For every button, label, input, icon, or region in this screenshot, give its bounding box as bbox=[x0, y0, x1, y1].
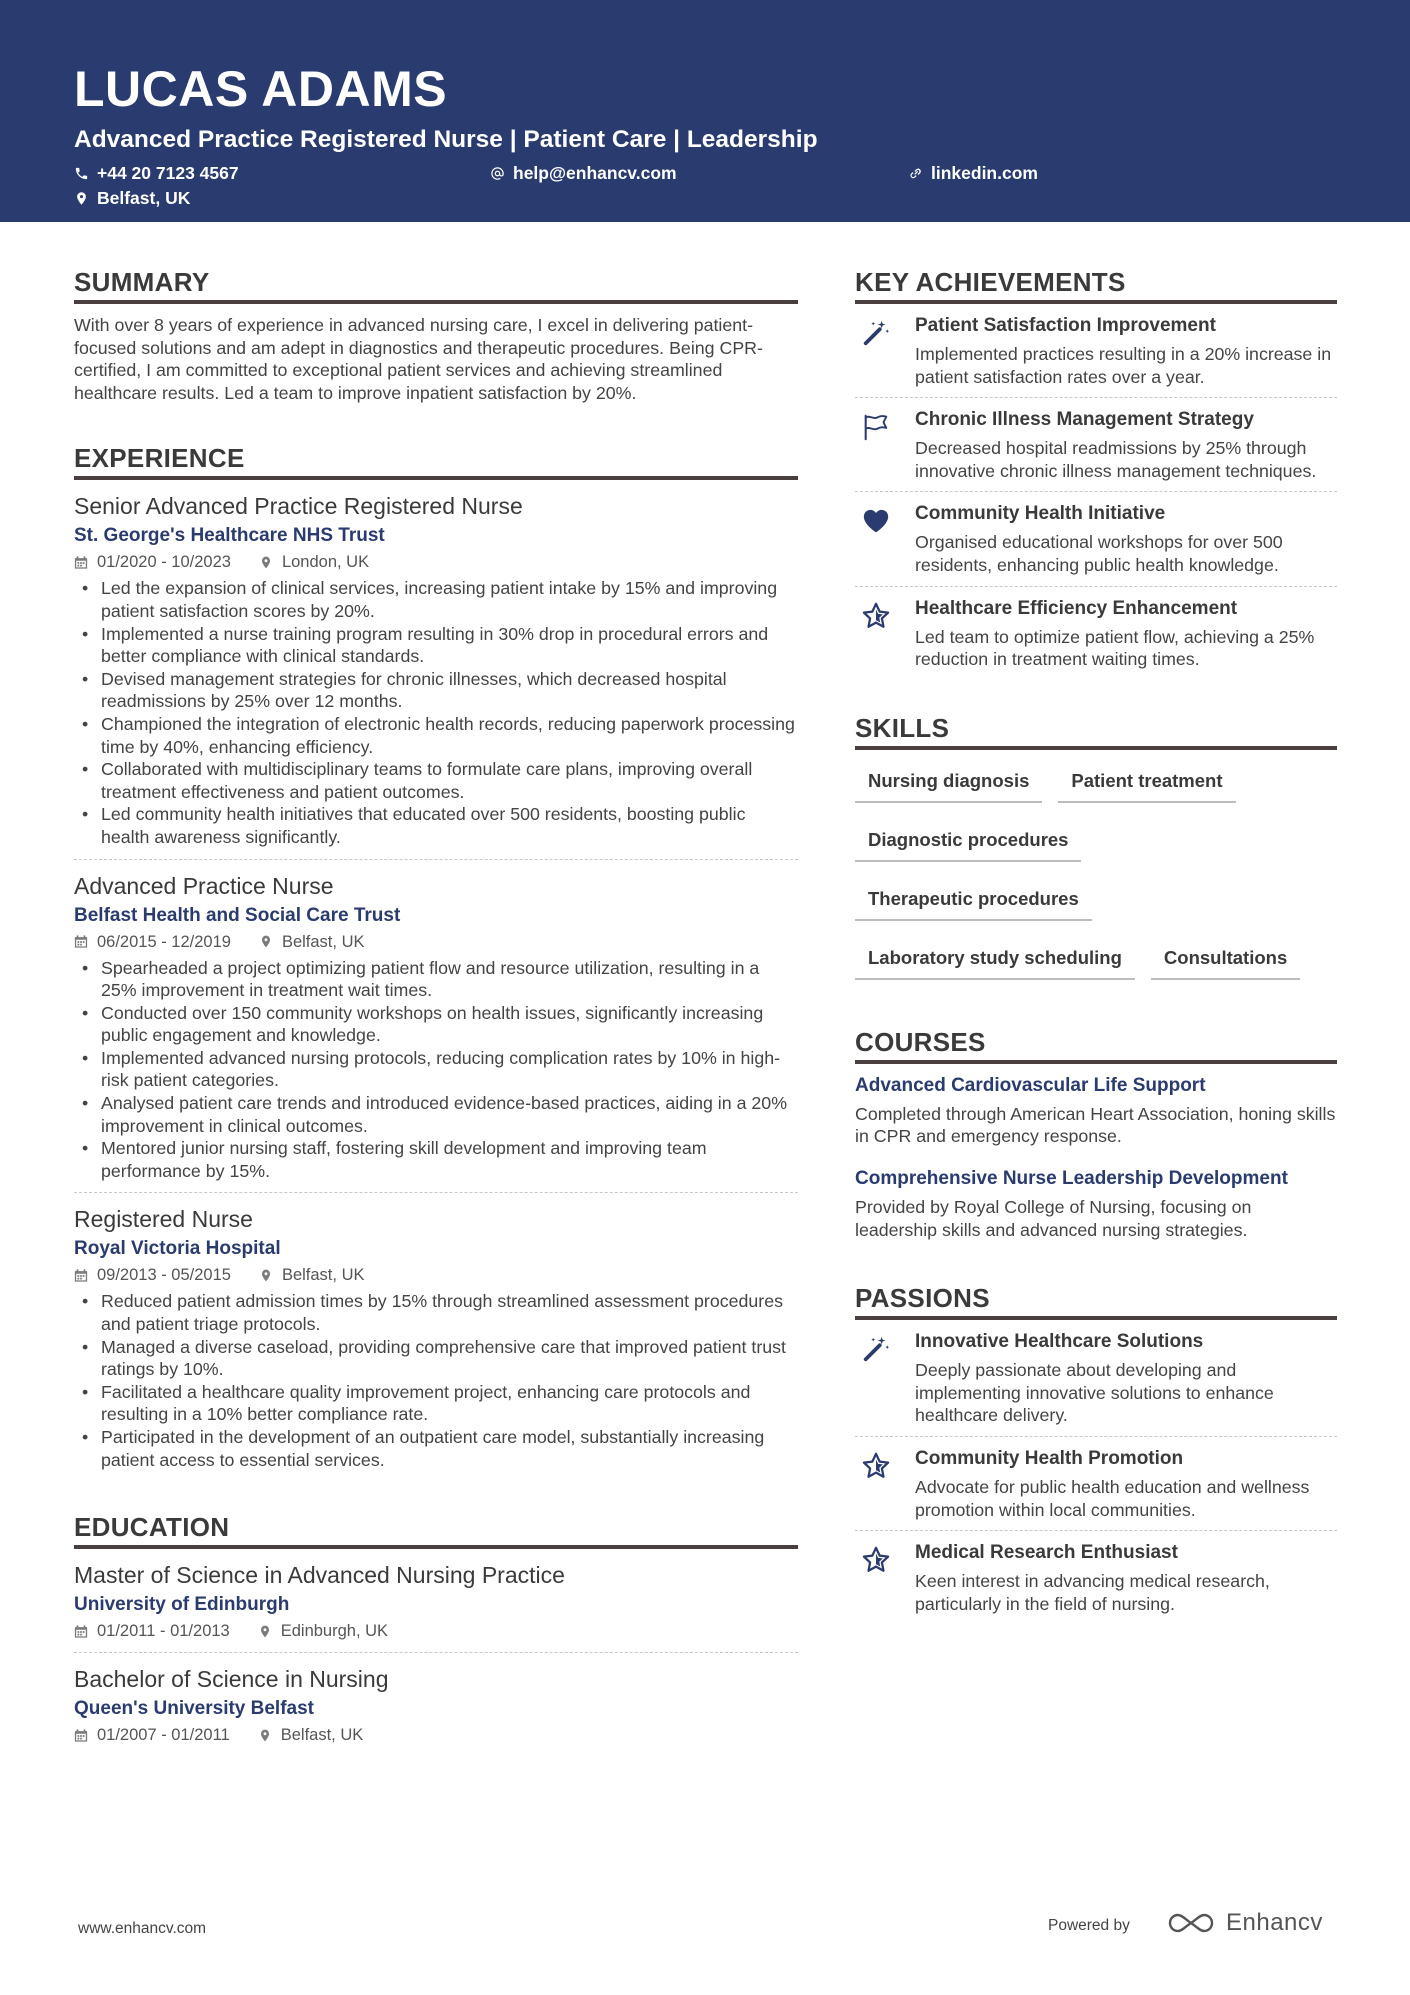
job-location: Belfast, UK bbox=[281, 932, 365, 951]
education-heading: EDUCATION bbox=[74, 1511, 798, 1549]
job-dates: 06/2015 - 12/2019 bbox=[97, 932, 231, 951]
contact-linkedin[interactable] bbox=[908, 163, 1038, 184]
job-dates: 01/2020 - 10/2023 bbox=[97, 553, 231, 572]
degree-title: Bachelor of Science in Nursing bbox=[74, 1666, 389, 1693]
skill-tag: Diagnostic procedures bbox=[855, 819, 1081, 862]
location-pin-icon bbox=[258, 1728, 272, 1743]
achievement-item bbox=[855, 492, 1337, 586]
courses-heading: COURSES bbox=[855, 1026, 1337, 1064]
school-name: Queen's University Belfast bbox=[74, 1698, 314, 1720]
at-icon bbox=[490, 166, 505, 181]
passion-title: Community Health Promotion bbox=[915, 1447, 1184, 1469]
achievement-desc: Led team to optimize patient flow, achieving a 25% reduction in treatment waiting times. bbox=[915, 626, 1315, 670]
passion-item bbox=[855, 1320, 1337, 1437]
education-entry bbox=[74, 1653, 798, 1756]
heart-icon bbox=[861, 506, 891, 536]
achievement-title: Patient Satisfaction Improvement bbox=[915, 315, 1216, 336]
bullet-item: • Collaborated with multidisciplinary teams to formulate care plans, improving overall treatment effectiveness and patient outcomes. bbox=[74, 758, 798, 803]
employer-name: St. George's Healthcare NHS Trust bbox=[74, 525, 385, 547]
achievement-item bbox=[855, 304, 1337, 398]
experience-heading: EXPERIENCE bbox=[74, 442, 798, 480]
job-meta bbox=[74, 551, 798, 573]
course-desc: Completed through American Heart Association, honing skills in CPR and emergency response. bbox=[855, 1103, 1336, 1147]
bullet-item: • Analysed patient care trends and introduced evidence-based practices, aiding in a 20% improvement in clinical outcomes. bbox=[74, 1092, 798, 1137]
course-title: Advanced Cardiovascular Life Support bbox=[855, 1074, 1206, 1096]
skills-list bbox=[855, 760, 1337, 996]
job-bullets bbox=[74, 1290, 798, 1471]
star-icon bbox=[861, 1451, 891, 1481]
skill-tag: Consultations bbox=[1151, 937, 1300, 980]
enhancv-logo-icon bbox=[1166, 1909, 1216, 1937]
skill-tag: Laboratory study scheduling bbox=[855, 937, 1135, 980]
contact-phone[interactable] bbox=[74, 163, 239, 184]
achievement-item bbox=[855, 398, 1337, 492]
employer-name: Belfast Health and Social Care Trust bbox=[74, 904, 401, 926]
education-meta bbox=[74, 1620, 798, 1642]
job-title: Senior Advanced Practice Registered Nurse bbox=[74, 493, 523, 520]
course-item bbox=[855, 1157, 1337, 1250]
location-pin-icon bbox=[259, 934, 273, 949]
course-item bbox=[855, 1064, 1337, 1157]
employer-name: Royal Victoria Hospital bbox=[74, 1238, 281, 1260]
achievement-desc: Organised educational workshops for over 500 residents, enhancing public health knowledge. bbox=[915, 532, 1283, 575]
skill-tag: Therapeutic procedures bbox=[855, 878, 1092, 921]
footer-website-link[interactable]: www.enhancv.com bbox=[78, 1920, 207, 1937]
courses-section bbox=[855, 1026, 1337, 1250]
email-text: help@enhancv.com bbox=[513, 163, 677, 183]
course-title: Comprehensive Nurse Leadership Development bbox=[855, 1167, 1288, 1189]
achievements-heading: KEY ACHIEVEMENTS bbox=[855, 266, 1337, 304]
bullet-item: • Managed a diverse caseload, providing comprehensive care that improved patient trust ratings by 10%. bbox=[74, 1336, 798, 1381]
location-pin-icon bbox=[74, 191, 89, 206]
experience-section bbox=[74, 442, 798, 1481]
summary-heading: SUMMARY bbox=[74, 266, 798, 304]
phone-text: +44 20 7123 4567 bbox=[97, 163, 239, 183]
education-dates: 01/2007 - 01/2011 bbox=[97, 1726, 230, 1745]
passion-item bbox=[855, 1437, 1337, 1531]
right-column bbox=[855, 266, 1337, 1624]
passion-title: Innovative Healthcare Solutions bbox=[915, 1331, 1204, 1353]
achievement-desc: Implemented practices resulting in a 20% increase in patient satisfaction rates over a year. bbox=[915, 344, 1332, 387]
magic-wand-icon bbox=[861, 1334, 891, 1364]
location-text: Belfast, UK bbox=[97, 188, 191, 208]
passions-heading: PASSIONS bbox=[855, 1282, 1337, 1320]
achievement-title: Healthcare Efficiency Enhancement bbox=[915, 597, 1238, 619]
bullet-item: • Championed the integration of electronic health records, reducing paperwork processing time by 40%, enhancing efficiency. bbox=[74, 713, 798, 758]
passion-desc: Keen interest in advancing medical research, particularly in the field of nursing. bbox=[915, 1571, 1270, 1614]
school-name: University of Edinburgh bbox=[74, 1594, 290, 1616]
linkedin-text: linkedin.com bbox=[931, 163, 1038, 183]
bullet-item: • Facilitated a healthcare quality improvement project, enhancing care protocols and resulting in a 10% better compliance rate. bbox=[74, 1381, 798, 1426]
job-location: Belfast, UK bbox=[281, 1266, 365, 1285]
job-bullets bbox=[74, 957, 798, 1183]
course-desc: Provided by Royal College of Nursing, focusing on leadership skills and advanced nursing strategies. bbox=[855, 1196, 1252, 1240]
passion-desc: Deeply passionate about developing and implementing innovative solutions to enhance healthcare delivery. bbox=[915, 1360, 1274, 1426]
left-column bbox=[74, 266, 798, 1756]
contact-location bbox=[74, 188, 190, 209]
education-dates: 01/2011 - 01/2013 bbox=[97, 1622, 230, 1641]
contact-email[interactable] bbox=[490, 163, 677, 184]
passions-section bbox=[855, 1282, 1337, 1624]
passion-item bbox=[855, 1531, 1337, 1624]
job-meta bbox=[74, 931, 798, 953]
bullet-item: • Implemented advanced nursing protocols, reducing complication rates by 10% in high-risk patient categories. bbox=[74, 1047, 798, 1092]
enhancv-brand-text: Enhancv bbox=[1226, 1909, 1323, 1936]
location-pin-icon bbox=[258, 1624, 272, 1639]
skill-tag: Nursing diagnosis bbox=[855, 760, 1042, 803]
bullet-item: • Spearheaded a project optimizing patient flow and resource utilization, resulting in a 25% improvement in treatment wait times. bbox=[74, 957, 798, 1002]
bullet-item: • Implemented a nurse training program resulting in 30% drop in procedural errors and better compliance with clinical standards. bbox=[74, 623, 798, 668]
calendar-icon bbox=[74, 934, 88, 949]
achievement-title: Chronic Illness Management Strategy bbox=[915, 409, 1254, 431]
phone-icon bbox=[74, 166, 89, 181]
bullet-item: • Devised management strategies for chronic illnesses, which decreased hospital readmissions by 25% over 12 months. bbox=[74, 668, 798, 713]
resume-header bbox=[0, 0, 1410, 222]
experience-entry bbox=[74, 1193, 798, 1481]
achievements-section bbox=[855, 266, 1337, 680]
bullet-item: • Led community health initiatives that educated over 500 residents, boosting public health awareness significantly. bbox=[74, 803, 798, 848]
achievement-desc: Decreased hospital readmissions by 25% through innovative chronic illness management techniques. bbox=[915, 438, 1317, 481]
flag-icon bbox=[861, 412, 891, 442]
skills-section bbox=[855, 712, 1337, 996]
passion-title: Medical Research Enthusiast bbox=[915, 1542, 1178, 1564]
job-title: Registered Nurse bbox=[74, 1206, 253, 1233]
bullet-item: • Reduced patient admission times by 15% through streamlined assessment procedures and patient triage protocols. bbox=[74, 1290, 798, 1335]
calendar-icon bbox=[74, 555, 88, 570]
enhancv-logo[interactable] bbox=[1166, 1909, 1323, 1937]
education-meta bbox=[74, 1724, 798, 1746]
summary-text: With over 8 years of experience in advanced nursing care, I excel in delivering patient-focused solutions and am adept in diagnostics and therapeutic procedures. Being CPR-certified, I am committed to exceptional patient services and achieving streamlined healthcare results. Led a team to improve inpatient satisfaction by 20%. bbox=[74, 315, 763, 403]
star-icon bbox=[861, 1545, 891, 1575]
achievement-title: Community Health Initiative bbox=[915, 503, 1166, 525]
headline: Advanced Practice Registered Nurse | Patient Care | Leadership bbox=[74, 126, 818, 153]
job-location: London, UK bbox=[281, 553, 370, 572]
job-title: Advanced Practice Nurse bbox=[74, 872, 334, 899]
education-location: Edinburgh, UK bbox=[280, 1622, 389, 1641]
experience-entry bbox=[74, 860, 798, 1194]
skill-tag: Patient treatment bbox=[1058, 760, 1235, 803]
location-pin-icon bbox=[259, 1268, 273, 1283]
education-location: Belfast, UK bbox=[280, 1726, 364, 1745]
magic-wand-icon bbox=[861, 318, 891, 348]
job-dates: 09/2013 - 05/2015 bbox=[97, 1266, 231, 1285]
experience-entry bbox=[74, 480, 798, 859]
star-icon bbox=[861, 601, 891, 631]
bullet-item: • Participated in the development of an outpatient care model, substantially increasing patient access to essential services. bbox=[74, 1426, 798, 1471]
education-entry bbox=[74, 1549, 798, 1653]
summary-section bbox=[74, 266, 798, 404]
bullet-item: • Conducted over 150 community workshops on health issues, significantly increasing public engagement and knowledge. bbox=[74, 1002, 798, 1047]
skills-heading: SKILLS bbox=[855, 712, 1337, 750]
calendar-icon bbox=[74, 1728, 88, 1743]
candidate-name: LUCAS ADAMS bbox=[74, 61, 448, 117]
degree-title: Master of Science in Advanced Nursing Practice bbox=[74, 1562, 565, 1589]
bullet-item: • Led the expansion of clinical services, increasing patient intake by 15% and improving patient satisfaction scores by 20%. bbox=[74, 577, 798, 622]
calendar-icon bbox=[74, 1624, 88, 1639]
job-bullets bbox=[74, 577, 798, 848]
passion-desc: Advocate for public health education and wellness promotion within local communities. bbox=[915, 1476, 1310, 1520]
contact-info bbox=[74, 161, 1336, 215]
education-section bbox=[74, 1511, 798, 1756]
calendar-icon bbox=[74, 1268, 88, 1283]
achievement-item bbox=[855, 587, 1337, 680]
link-icon bbox=[908, 166, 923, 181]
footer-powered-by: Powered by bbox=[1048, 1917, 1130, 1934]
location-pin-icon bbox=[259, 555, 273, 570]
bullet-item: • Mentored junior nursing staff, fostering skill development and improving team performance by 15%. bbox=[74, 1137, 798, 1182]
job-meta bbox=[74, 1264, 798, 1286]
